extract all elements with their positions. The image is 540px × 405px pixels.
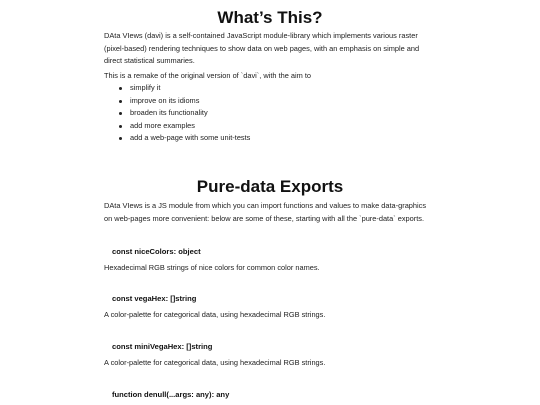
remake-paragraph: This is a remake of the original version of `davi`, with the aim to bbox=[104, 71, 312, 80]
bullet-icon bbox=[119, 112, 122, 115]
list-item-label: add a web-page with some unit-tests bbox=[130, 133, 251, 143]
list-item bbox=[118, 132, 250, 145]
list-item bbox=[118, 82, 250, 95]
list-item-label: improve on its idioms bbox=[130, 95, 200, 105]
list-item-label: add more examples bbox=[130, 120, 195, 130]
list-item-label: simplify it bbox=[130, 83, 161, 92]
export-signature: function denull(...args: any): any bbox=[112, 390, 230, 399]
exports-intro-paragraph: DAta VIews is a JS module from which you can import functions and values to make data-graphics on web-pages more convenient: below are some of these, starting with all the `pure-data` exports. bbox=[104, 201, 427, 223]
export-description: A color-palette for categorical data, using hexadecimal RGB strings. bbox=[104, 310, 326, 319]
list-item bbox=[118, 95, 250, 108]
list-item-label: broaden its functionality bbox=[130, 108, 208, 118]
export-signature: const niceColors: object bbox=[112, 247, 201, 256]
list-item bbox=[118, 120, 250, 133]
export-signature: const vegaHex: []string bbox=[112, 294, 197, 303]
bullet-icon bbox=[119, 137, 122, 140]
export-description: Hexadecimal RGB strings of nice colors for common color names. bbox=[104, 263, 320, 272]
section-title-pure-data-exports: Pure-data Exports bbox=[196, 177, 344, 196]
list-item bbox=[118, 107, 250, 120]
intro-paragraph: DAta VIews (davi) is a self-contained JavaScript module-library which implements various raster (pixel-based) rendering techniques to show data on web pages, with an emphasis on simple and direct statistical summaries. bbox=[104, 31, 420, 66]
bullet-icon bbox=[119, 125, 122, 128]
section-title-whats-this: What’s This? bbox=[217, 8, 323, 27]
bullet-icon bbox=[119, 87, 122, 90]
aims-list bbox=[118, 82, 250, 145]
bullet-icon bbox=[119, 100, 122, 103]
export-description: A color-palette for categorical data, using hexadecimal RGB strings. bbox=[104, 358, 326, 367]
export-signature: const miniVegaHex: []string bbox=[112, 342, 213, 351]
